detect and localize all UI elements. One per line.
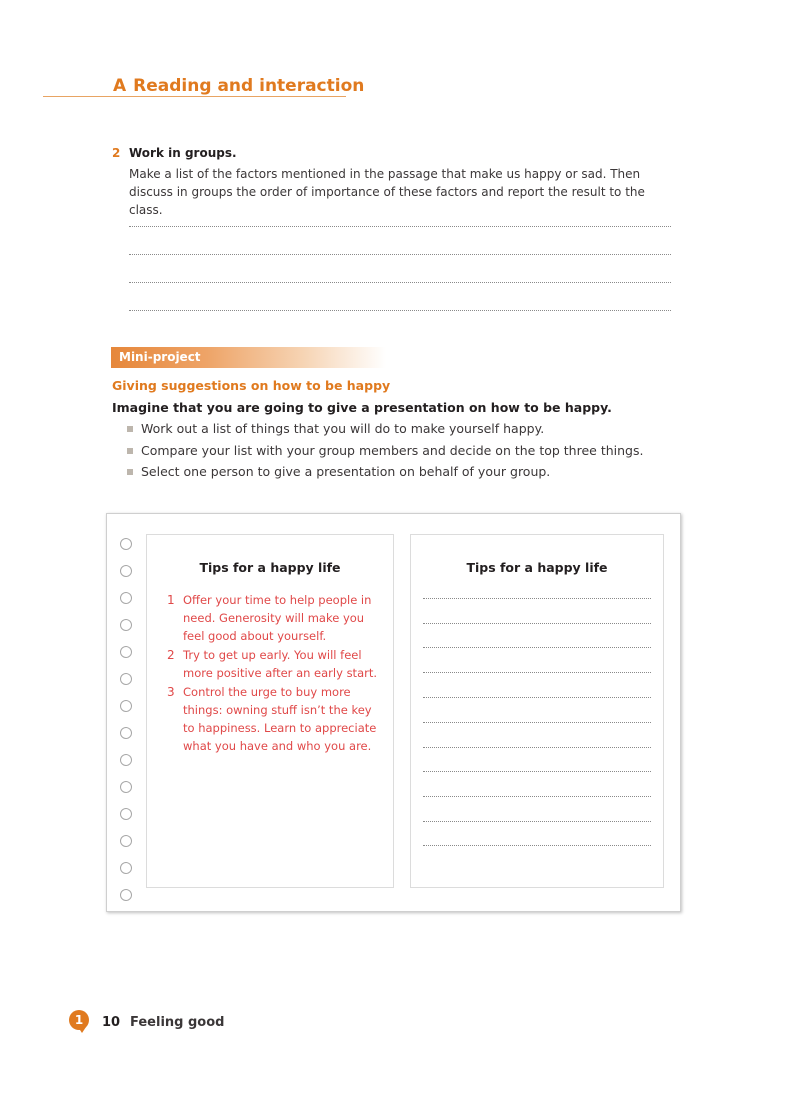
- mini-project-label: Mini-project: [119, 350, 201, 364]
- mini-project-lead: Imagine that you are going to give a presentation on how to be happy.: [112, 400, 612, 415]
- bullet-square-icon: [127, 469, 133, 475]
- binder-ring-icon: [120, 889, 132, 901]
- unit-badge: 1: [69, 1010, 89, 1030]
- binder-ring-icon: [120, 808, 132, 820]
- blank-tips-card: [410, 534, 664, 888]
- answer-line[interactable]: [423, 623, 651, 624]
- binder-ring-icon: [120, 619, 132, 631]
- binder-ring-icon: [120, 700, 132, 712]
- section-title-rule: [43, 96, 346, 97]
- list-item: Select one person to give a presentation on behalf of your group.: [127, 463, 643, 485]
- section-letter: A: [113, 76, 127, 96]
- card-title: Tips for a happy life: [466, 560, 608, 575]
- binder-ring-icon: [120, 781, 132, 793]
- answer-line[interactable]: [423, 647, 651, 648]
- bullet-square-icon: [127, 426, 133, 432]
- list-item: Work out a list of things that you will do to make yourself happy.: [127, 420, 643, 442]
- notebook-panel: [106, 513, 681, 912]
- tip-item: 3 Control the urge to buy more things: owning stuff isn’t the key to happiness. Learn to appreciate what you have and who you are.: [167, 685, 377, 753]
- answer-line[interactable]: [129, 282, 671, 283]
- answer-line[interactable]: [129, 226, 671, 227]
- answer-line[interactable]: [423, 845, 651, 846]
- answer-line[interactable]: [423, 796, 651, 797]
- unit-title: Feeling good: [130, 1015, 225, 1030]
- answer-line[interactable]: [423, 821, 651, 822]
- binder-ring-icon: [120, 862, 132, 874]
- example-tips-card: [146, 534, 394, 888]
- answer-line[interactable]: [129, 310, 671, 311]
- binder-ring-icon: [120, 673, 132, 685]
- mini-project-banner: [111, 347, 386, 368]
- binder-ring-icon: [120, 835, 132, 847]
- binder-ring-icon: [120, 727, 132, 739]
- task-number: 2: [112, 146, 121, 160]
- card-title: Tips for a happy life: [199, 560, 341, 575]
- binder-ring-icon: [120, 754, 132, 766]
- bullet-square-icon: [127, 448, 133, 454]
- section-title-text: Reading and interaction: [133, 76, 365, 96]
- binder-ring-icon: [120, 646, 132, 658]
- task-instructions: Make a list of the factors mentioned in the passage that make us happy or sad. Then discuss in groups the order of importance of these factors and report the result to the class.: [129, 167, 645, 217]
- binder-ring-icon: [120, 592, 132, 604]
- binder-ring-icon: [120, 565, 132, 577]
- answer-line[interactable]: [423, 771, 651, 772]
- answer-line[interactable]: [423, 598, 651, 599]
- answer-line[interactable]: [423, 747, 651, 748]
- tip-item: 1 Offer your time to help people in need. Generosity will make you feel good about yourself.: [167, 593, 372, 643]
- section-heading: [113, 76, 364, 96]
- mini-project-bullets: [127, 420, 643, 485]
- tip-item: 2 Try to get up early. You will feel more positive after an early start.: [167, 648, 378, 680]
- answer-line[interactable]: [129, 254, 671, 255]
- task-heading: Work in groups.: [129, 146, 237, 160]
- binder-ring-icon: [120, 538, 132, 550]
- mini-project-subtitle: Giving suggestions on how to be happy: [112, 378, 391, 393]
- answer-line[interactable]: [423, 722, 651, 723]
- page-number: 10: [102, 1015, 121, 1030]
- example-tips-list: [165, 591, 385, 756]
- list-item: Compare your list with your group members and decide on the top three things.: [127, 442, 643, 464]
- answer-line[interactable]: [423, 697, 651, 698]
- answer-line[interactable]: [423, 672, 651, 673]
